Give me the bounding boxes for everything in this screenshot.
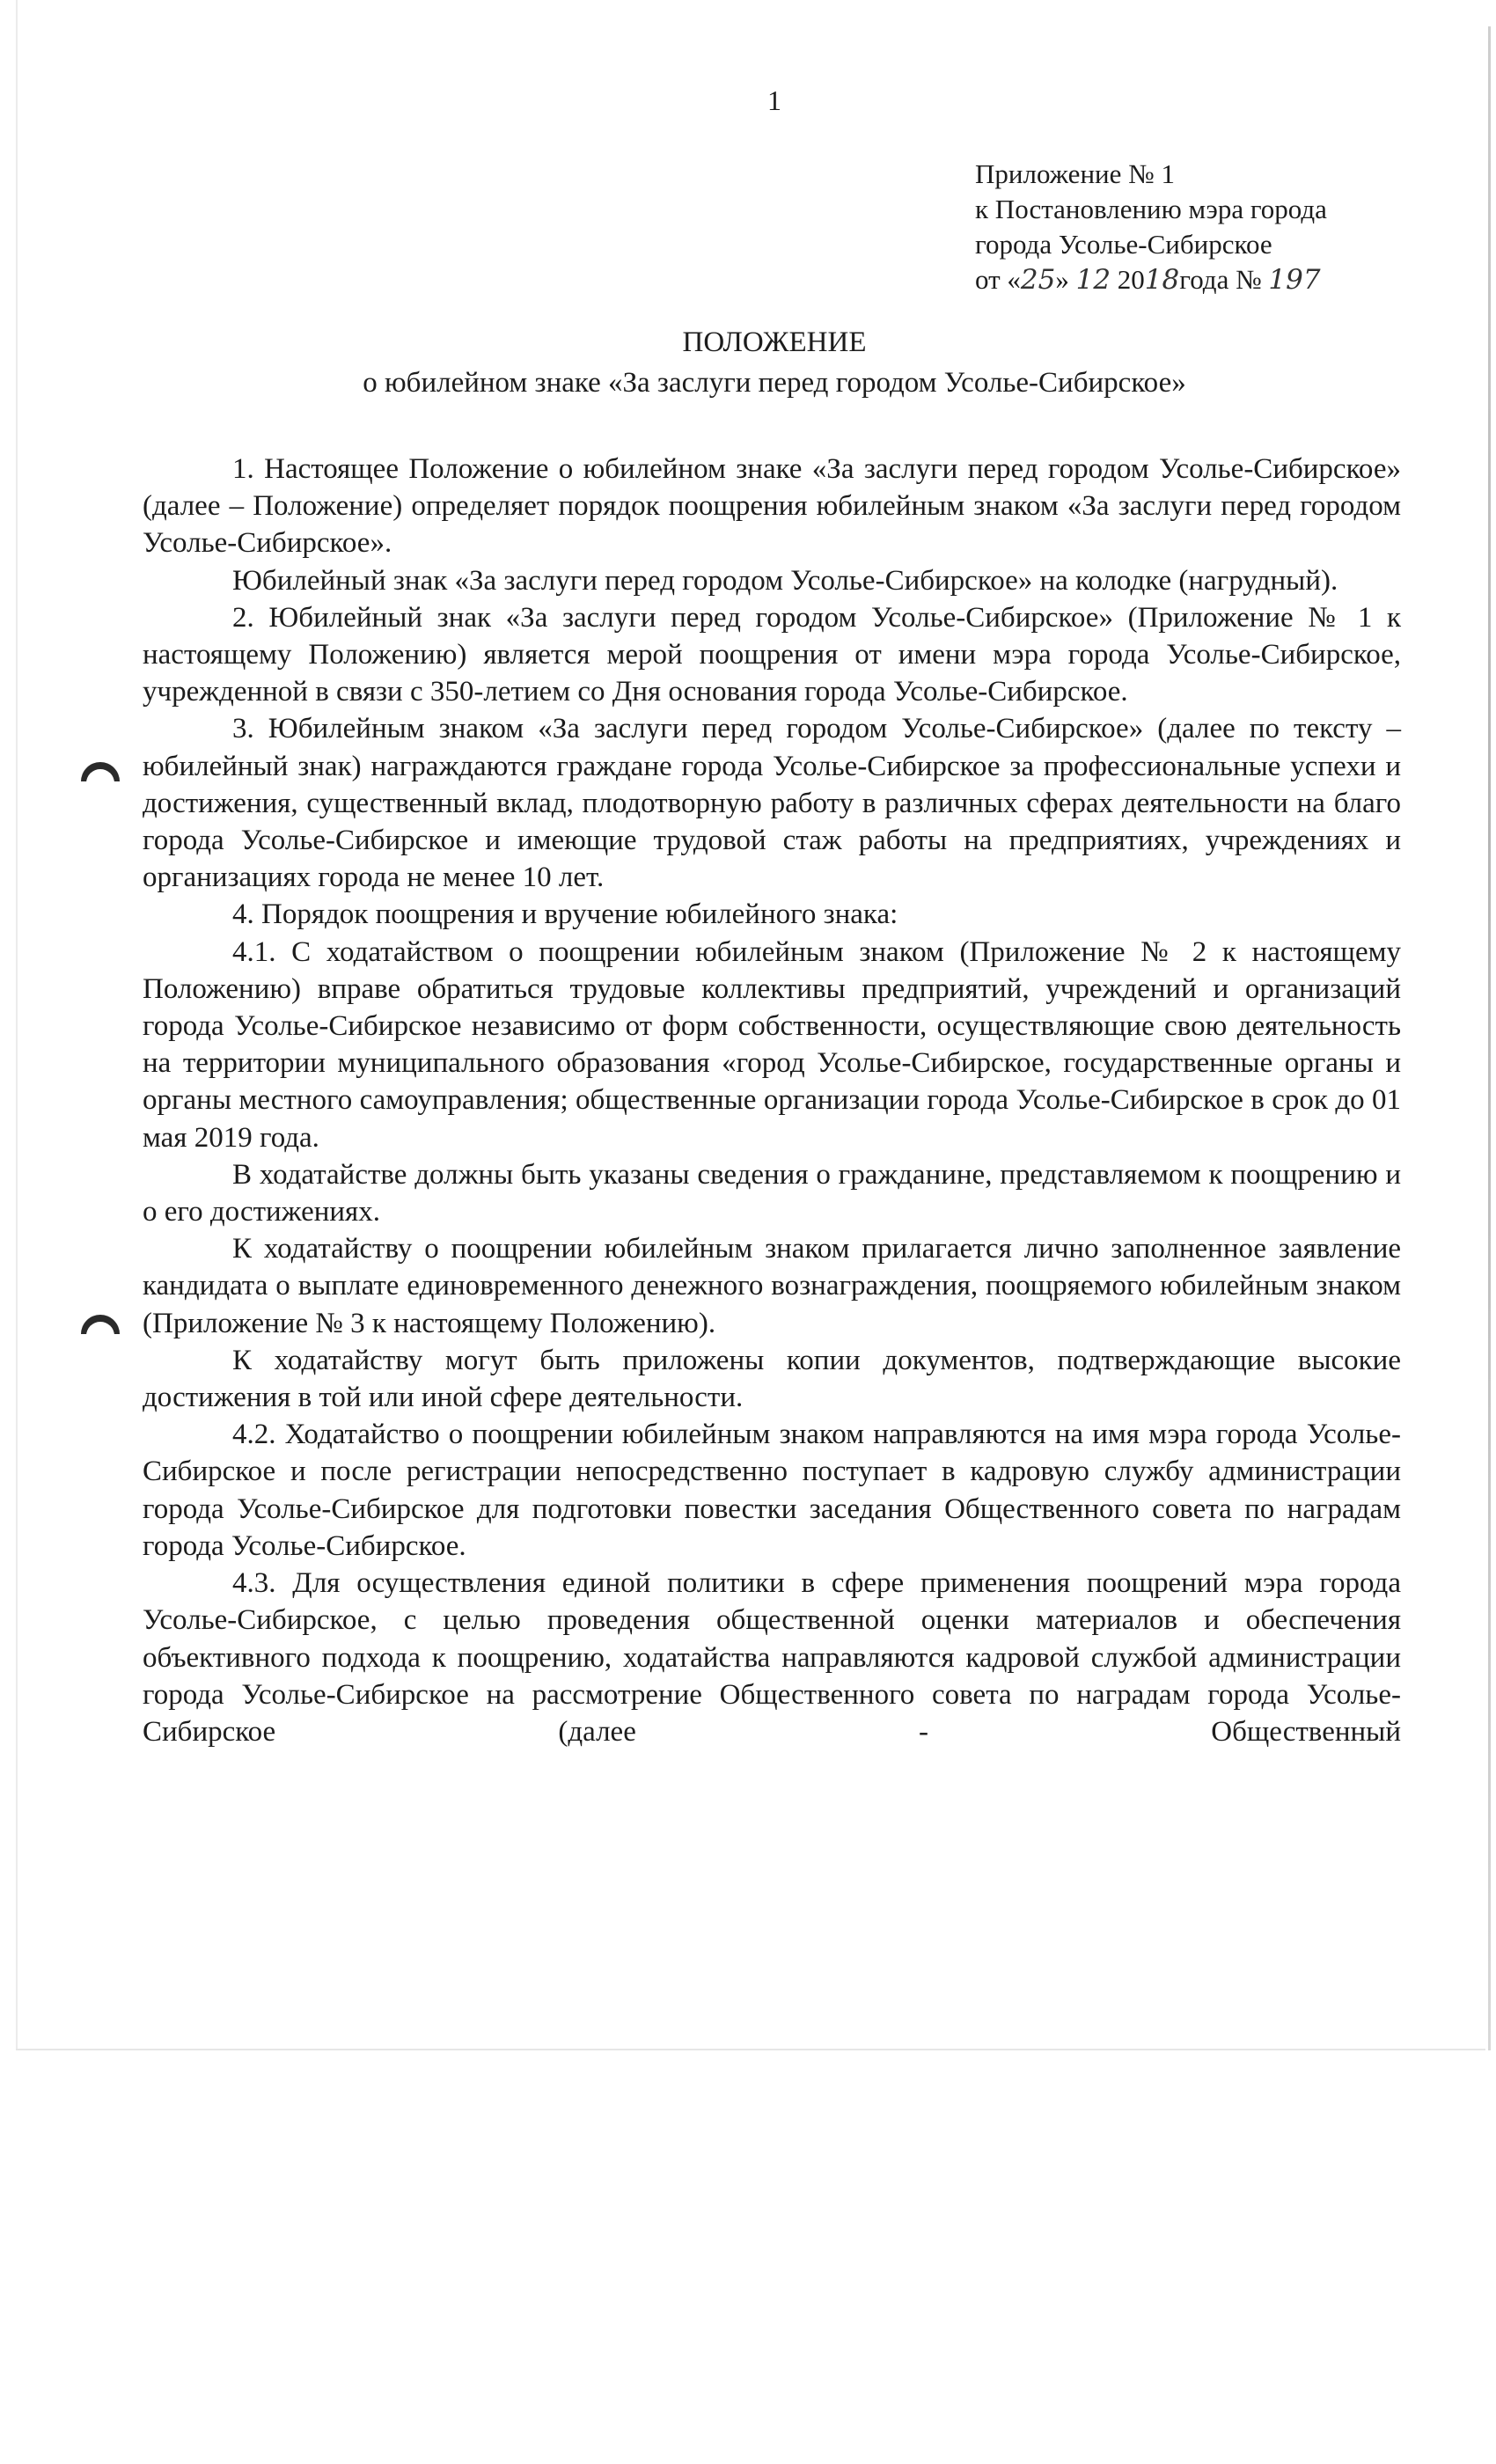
handwritten-day: 25 — [1020, 264, 1056, 296]
page-number: 1 — [767, 84, 781, 116]
document-body — [143, 451, 1401, 1750]
date-year-word: года № — [1179, 264, 1262, 295]
appendix-line-2: к Постановлению мэра города — [975, 194, 1327, 224]
paragraph-petition-copies: К ходатайству могут быть приложены копии документов, подтверждающие высокие достижения в той или иной сфере деятельности. — [143, 1344, 1401, 1414]
appendix-header — [975, 157, 1327, 297]
handwritten-number: 197 — [1268, 264, 1321, 296]
appendix-date-line — [975, 262, 1327, 297]
paragraph-4: 4. Порядок поощрения и вручение юбилейного знака: — [232, 898, 898, 931]
paragraph-petition-info: В ходатайстве должны быть указаны сведения о гражданине, представляемом к поощрению и о его достижениях. — [143, 1158, 1401, 1228]
document-subtitle: о юбилейном знаке «За заслуги перед городом Усолье-Сибирское» — [363, 367, 1186, 399]
date-day-close: » — [1055, 264, 1069, 295]
paragraph-3: 3. Юбилейным знаком «За заслуги перед городом Усолье-Сибирское» (далее по тексту – юбилейный знак) награждаются граждане города Усолье-Сибирское за профессиональные успехи и достижения, существенный вклад, плодотворную работу в различных сферах деятельности на благо города Усолье-Сибирское и имеющие трудовой стаж работы на предприятиях, учреждениях и организациях города не менее 10 лет. — [143, 713, 1401, 894]
date-year-prefix: 20 — [1117, 264, 1145, 295]
punch-hole-mark — [81, 1315, 120, 1334]
handwritten-year: 18 — [1144, 264, 1180, 296]
paragraph-petition-application: К ходатайству о поощрении юбилейным знаком прилагается лично заполненное заявление кандидата о выплате единовременного денежного вознаграждения, поощряемого юбилейным знаком (Приложение № 3 к настоящему Положению). — [143, 1233, 1401, 1339]
scan-edge-left — [16, 0, 18, 2050]
document-title: ПОЛОЖЕНИЕ — [682, 326, 867, 358]
punch-hole-mark — [81, 762, 120, 781]
paragraph-2: 2. Юбилейный знак «За заслуги перед городом Усолье-Сибирское» (Приложение № 1 к настоящему Положению) является мерой поощрения от имени мэра города Усолье-Сибирское, учрежденной в связи с 350-летием со Дня основания города Усолье-Сибирское. — [143, 601, 1401, 708]
scan-bottom-edge — [16, 2049, 1485, 2050]
appendix-line-3: города Усолье-Сибирское — [975, 229, 1272, 260]
paragraph-4-3: 4.3. Для осуществления единой политики в сфере применения поощрений мэра города Усолье-Сибирское, с целью проведения общественной оценки материалов и обеспечения объективного подхода к поощрению, ходатайства направляются кадровой службой администрации города Усолье-Сибирское на рассмотрение Общественного совета по наградам города Усолье-Сибирское (далее - Общественный — [143, 1567, 1401, 1748]
paragraph-badge: Юбилейный знак «За заслуги перед городом Усолье-Сибирское» на колодке (нагрудный). — [232, 564, 1338, 597]
appendix-line-1: Приложение № 1 — [975, 158, 1175, 189]
title-block — [0, 322, 1496, 403]
paragraph-1: 1. Настоящее Положение о юбилейном знаке «За заслуги перед городом Усолье-Сибирское» (далее – Положение) определяет порядок поощрения юбилейным знаком «За заслуги перед городом Усолье-Сибирское». — [143, 453, 1401, 560]
date-prefix: от « — [975, 264, 1021, 295]
handwritten-month: 12 — [1075, 264, 1111, 296]
paragraph-4-1: 4.1. С ходатайством о поощрении юбилейным знаком (Приложение № 2 к настоящему Положению) вправе обратиться трудовые коллективы предприятий, учреждений и организаций города Усолье-Сибирское независимо от форм собственности, осуществляющие свою деятельность на территории муниципального образования «город Усолье-Сибирское, государственные органы и органы местного самоуправления; общественные организации города Усолье-Сибирское в срок до 01 мая 2019 года. — [143, 935, 1401, 1154]
paragraph-4-2: 4.2. Ходатайство о поощрении юбилейным знаком направляются на имя мэра города Усолье-Сибирское и после регистрации непосредственно поступает в кадровую службу администрации города Усолье-Сибирское для подготовки повестки заседания Общественного совета по наградам города Усолье-Сибирское. — [143, 1419, 1401, 1562]
